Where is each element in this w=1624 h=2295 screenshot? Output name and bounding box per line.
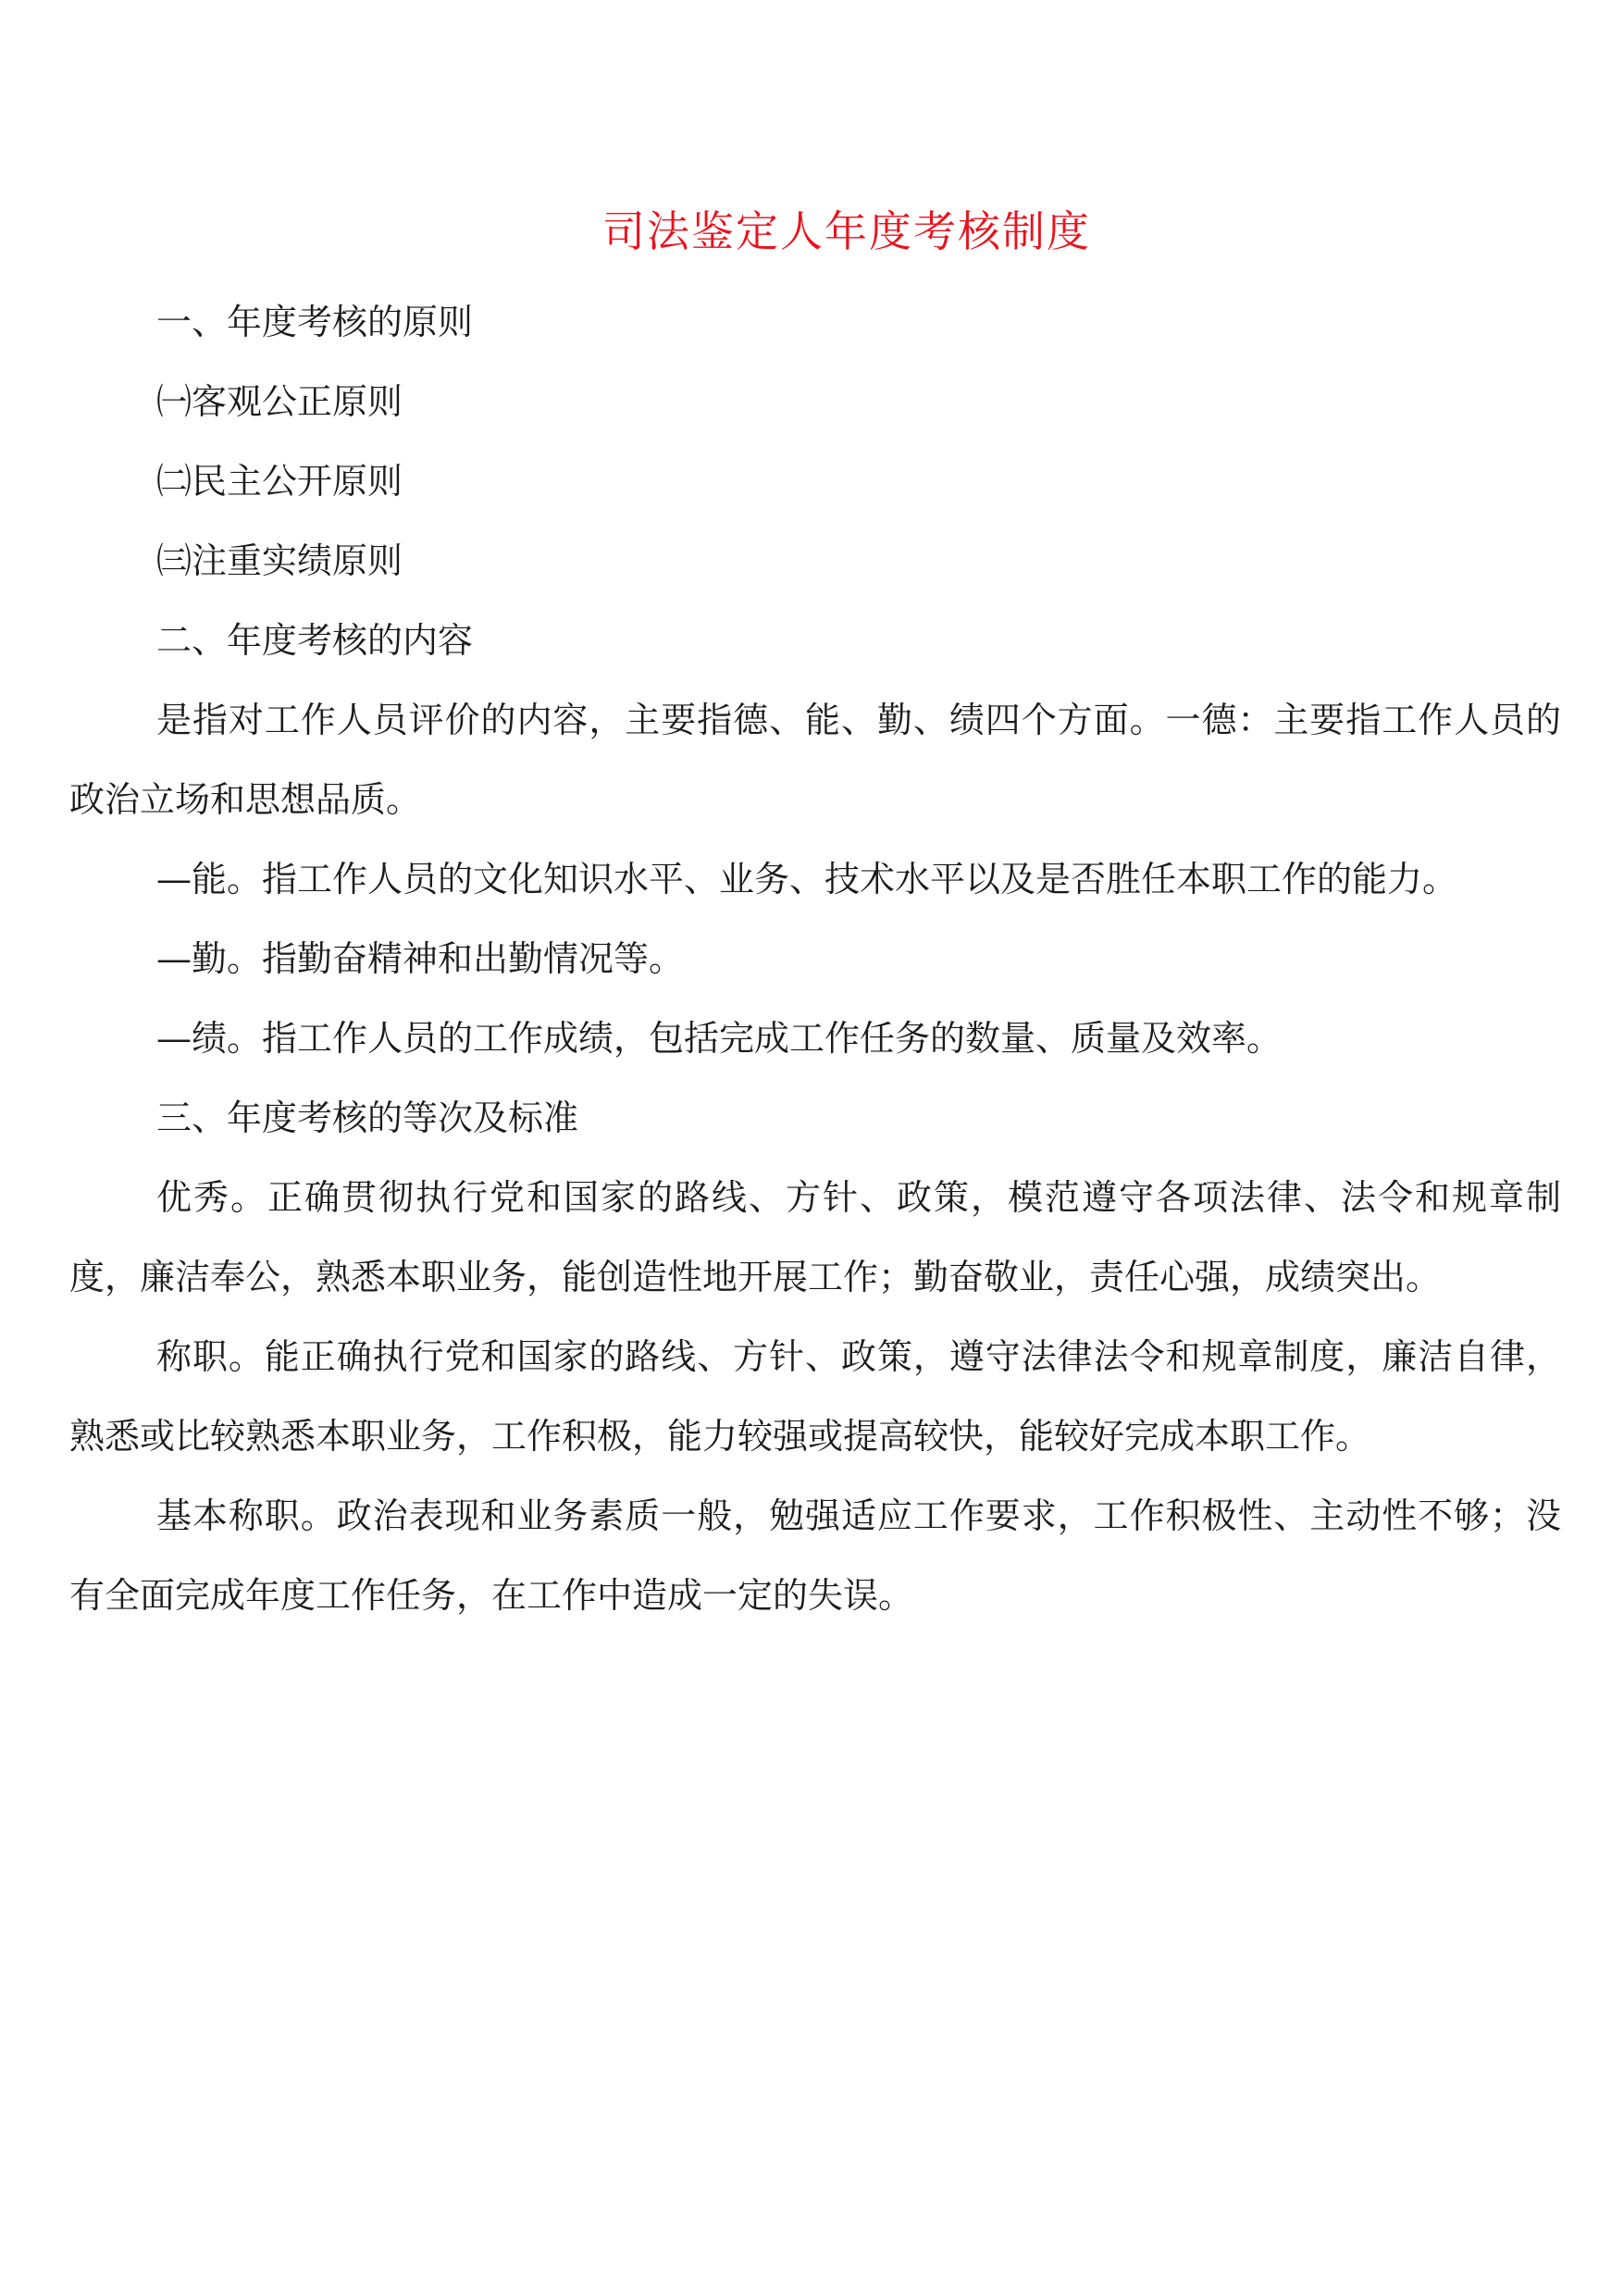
grade-paragraph: 优秀。正确贯彻执行党和国家的路线、方针、政策，模范遵守各项法律、法令和规章制度，廉洁奉公，熟悉本职业务，能创造性地开展工作；勤奋敬业，责任心强，成绩突出。 — [69, 1177, 1561, 1297]
principle-item: ㈢注重实绩原则 — [156, 540, 403, 581]
section-2-heading: 二、年度考核的内容 — [156, 620, 474, 661]
document-body — [69, 282, 1561, 1635]
content-paragraph: —绩。指工作人员的工作成绩，包括完成工作任务的数量、质量及效率。 — [156, 1018, 1283, 1059]
principle-item: ㈡民主公开原则 — [156, 461, 403, 502]
content-paragraph: —勤。指勤奋精神和出勤情况等。 — [156, 938, 685, 979]
section-1-heading: 一、年度考核的原则 — [156, 302, 474, 342]
principle-item: ㈠客观公正原则 — [156, 381, 403, 422]
document-title: 司法鉴定人年度考核制度 — [602, 206, 1091, 256]
grade-paragraph: 称职。能正确执行党和国家的路线、方针、政策，遵守法律法令和规章制度，廉洁自律，熟悉或比较熟悉本职业务，工作积极，能力较强或提高较快，能较好完成本职工作。 — [69, 1336, 1561, 1457]
content-paragraph: —能。指工作人员的文化知识水平、业务、技术水平以及是否胜任本职工作的能力。 — [156, 859, 1458, 899]
grade-paragraph: 基本称职。政治表现和业务素质一般，勉强适应工作要求，工作积极性、主动性不够；没有全面完成年度工作任务，在工作中造成一定的失误。 — [69, 1495, 1561, 1616]
content-paragraph: 是指对工作人员评价的内容，主要指德、能、勤、绩四个方面。一德：主要指工作人员的政治立场和思想品质。 — [69, 700, 1561, 820]
section-3-heading: 三、年度考核的等次及标准 — [156, 1098, 579, 1138]
